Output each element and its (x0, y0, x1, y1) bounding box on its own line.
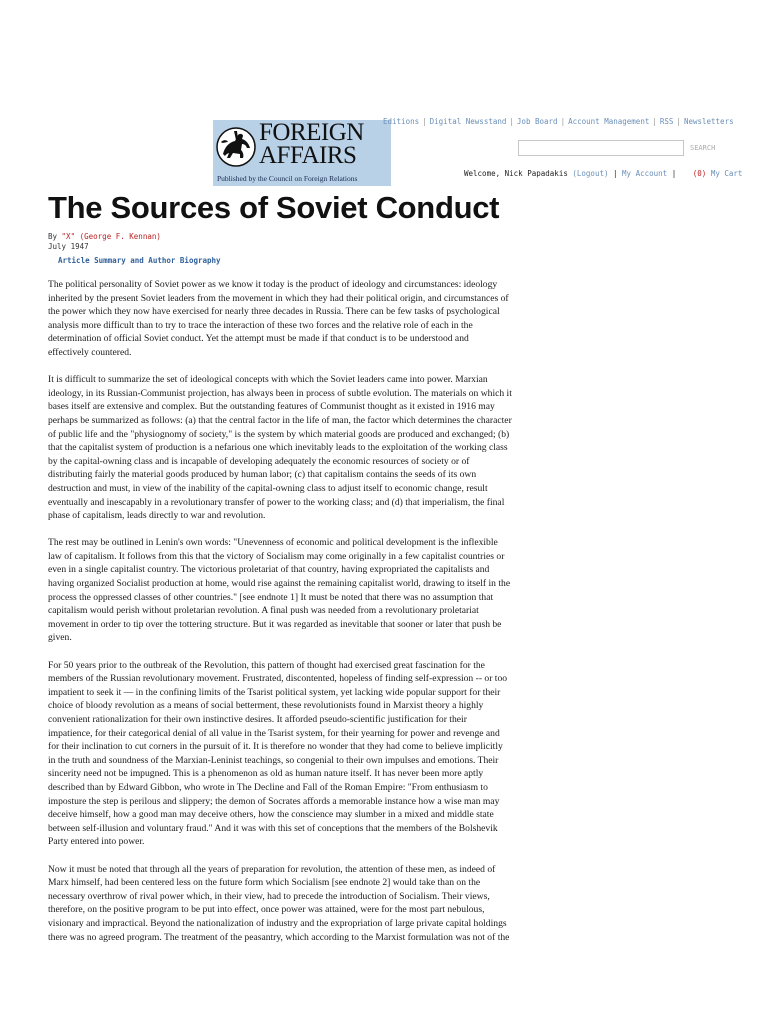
article-paragraph: The political personality of Soviet power as we know it today is the product of ideology and circumstances: ideology inherited by the present Soviet leaders from the movement in which they had their political origin, and circumstances of the power which they now have exercised for nearly three decades in Russia. There can be few tasks of psychological analysis more difficult than to try to trace the interaction of these two forces and the relative role of each in the determination of official Soviet conduct. Yet the attempt must be made if that conduct is to be understood and effectively countered. (48, 279, 509, 358)
welcome-text: Welcome, Nick Papadakis (464, 169, 568, 178)
article-paragraph: It is difficult to summarize the set of ideological concepts with which the Soviet leaders came into power. Marxian ideology, in its Russian-Communist projection, has always been in process of subtle evolution. The materials on which it bases itself are extensive and complex. But the outstanding features of Communist thought as it existed in 1916 may perhaps be summarized as follows: (a) that the central factor in the life of man, the factor which determines the character of public life and the "physiognomy of society," is the system by which material goods are produced and exchanged; (b) that the capitalist system of production is a nefarious one which inevitably leads to the exploitation of the working class by the capital-owning class and is incapable of developing adequately the economic resources of society or of distributing fairly the material goods produced by human labor; (c) that capitalism contains the seeds of its own destruction and must, in view of the inability of the capital-owning class to adjust itself to economic change, result eventually and inescapably in a revolutionary transfer of power to the working class; and (d) that imperialism, the final phase of capitalism, leads directly to war and revolution. (48, 374, 512, 522)
nav-separator: | (671, 169, 677, 178)
search-input[interactable] (518, 140, 684, 156)
horse-rider-icon (213, 120, 259, 174)
nav-separator: | (676, 117, 681, 126)
logout-link[interactable]: (Logout) (572, 169, 609, 178)
nav-separator: | (560, 117, 566, 126)
top-navigation (383, 117, 734, 126)
nav-separator: | (652, 117, 657, 126)
nav-separator: | (509, 117, 514, 126)
nav-account-management[interactable]: Account Management (568, 117, 650, 126)
article-paragraph: The rest may be outlined in Lenin's own words: "Unevenness of economic and political development is the inflexible law of capitalism. It follows from this that the victory of Socialism may come originally in a few capitalist countries or even in a single capitalist country. The victorious proletariat of that country, having expropriated the capitalists and having organized Socialist production at home, would rise against the remaining capitalist world, drawing to itself in the process the oppressed classes of other countries." [see endnote 1] It must be noted that there was no assumption that capitalism would perish without proletarian revolution. A final push was needed from a revolutionary proletariat movement in order to tip over the tottering structure. But it was regarded as inevitable that sooner or later that push be given. (48, 537, 511, 644)
cart-count-badge[interactable]: (0) (692, 169, 707, 178)
foreign-affairs-logo[interactable] (213, 120, 391, 186)
article-paragraph: For 50 years prior to the outbreak of the Revolution, this pattern of thought had exercised great fascination for the members of the Russian revolutionary movement. Frustrated, discontented, hopeless of finding self-expression -- or too impatient to seek it — in the confining limits of the Tsarist political system, yet lacking wide popular support for their choice of bloody revolution as a means of social betterment, these revolutionists found in Marxist theory a highly convenient rationalization for their own instinctive desires. It afforded pseudo-scientific justification for their impatience, for their categorical denial of all value in the Tsarist system, for their yearning for power and revenge and for their inclination to cut corners in the pursuit of it. It is therefore no wonder that they had come to believe implicitly in the truth and soundness of the Marxian-Leninist teachings, so congenial to their own impulses and emotions. Their sincerity need not be impugned. This is a phenomenon as old as human nature itself. It has never been more aptly described than by Edward Gibbon, who wrote in The Decline and Fall of the Roman Empire: "From enthusiasm to imposture the step is perilous and slippery; the demon of Socrates affords a memorable instance how a wise man may deceive himself, how a good man may deceive others, how the conscience may slumber in a mixed and middle state between self-illusion and voluntary fraud." And it was with this set of conceptions that the members of the Bolshevik Party entered into power. (48, 659, 508, 848)
search-button[interactable]: SEARCH (690, 140, 715, 156)
nav-separator: | (613, 169, 618, 178)
nav-rss[interactable]: RSS (659, 117, 674, 126)
my-cart-link[interactable]: My Cart (710, 169, 743, 178)
logo-tagline: Published by the Council on Foreign Relations (217, 174, 358, 183)
author-link[interactable]: "X" (George F. Kennan) (61, 232, 161, 241)
logo-line-1: FOREIGN (259, 120, 364, 146)
nav-separator: | (422, 117, 427, 126)
article-paragraph: Now it must be noted that through all the years of preparation for revolution, the attention of these men, as indeed of Marx himself, had been centered less on the future form which Socialism [see endnote 2] would take than on the necessary overthrow of rival power which, in their view, had to precede the introduction of Socialism. Their views, therefore, on the positive program to be put into effect, once power was attained, were for the most part nebulous, visionary and impractical. Beyond the nationalization of industry and the expropriation of large private capital holdings there was no agreed program. The treatment of the peasantry, which according to the Marxist formulation was not of the (48, 863, 510, 943)
my-account-link[interactable]: My Account (622, 169, 668, 178)
article-title: The Sources of Soviet Conduct (48, 190, 500, 225)
nav-job-board[interactable]: Job Board (516, 117, 558, 126)
logo-line-2: AFFAIRS (259, 142, 357, 169)
author-line (48, 232, 161, 242)
byline-prefix: By (48, 232, 58, 241)
article-body (48, 278, 512, 958)
nav-digital-newsstand[interactable]: Digital Newsstand (429, 117, 507, 126)
article-summary-link[interactable]: Article Summary and Author Biography (58, 256, 221, 265)
byline (48, 232, 161, 252)
account-bar (464, 169, 742, 178)
nav-editions[interactable]: Editions (383, 117, 420, 126)
nav-newsletters[interactable]: Newsletters (683, 117, 734, 126)
publication-date: July 1947 (48, 242, 89, 251)
logo-wordmark (259, 121, 391, 167)
